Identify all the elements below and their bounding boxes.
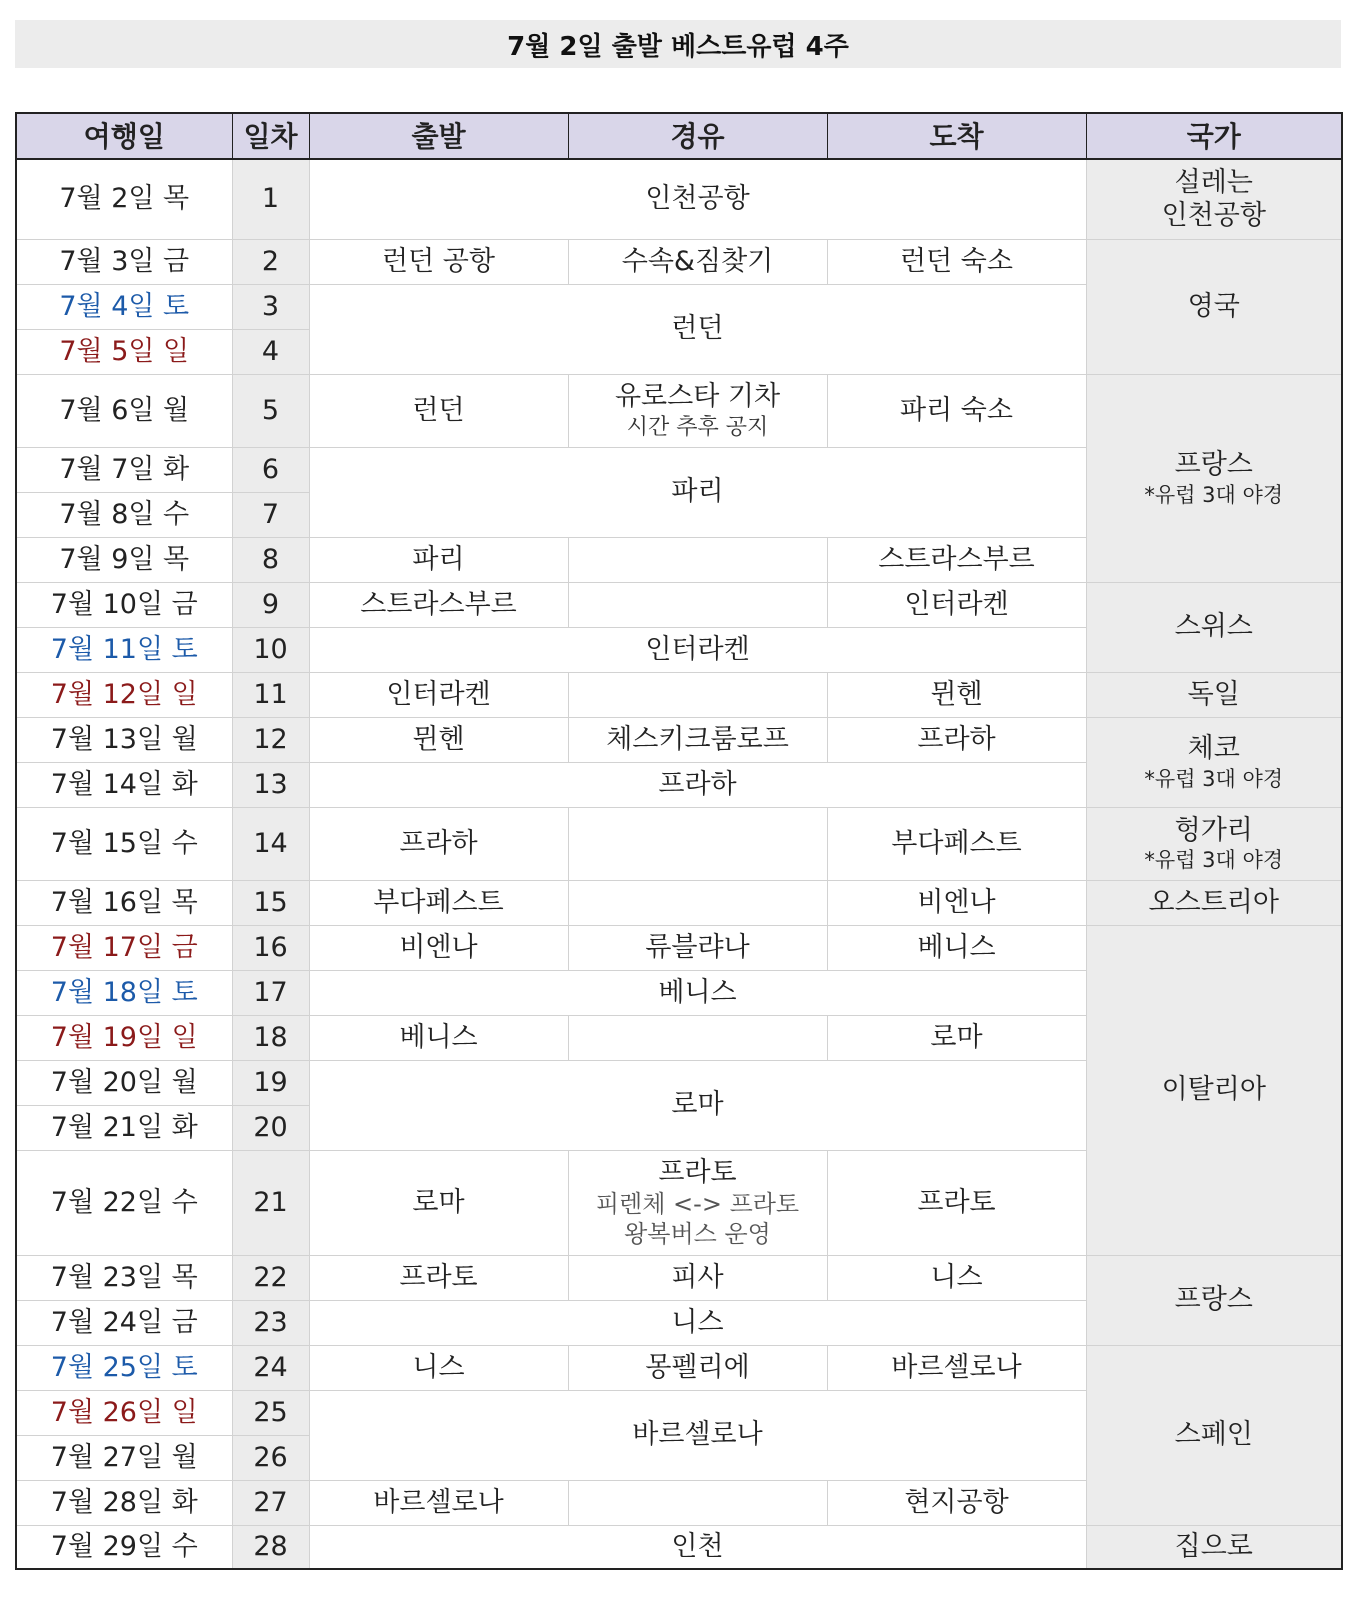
depart-cell: 프라하 bbox=[309, 807, 568, 880]
table-row bbox=[16, 239, 1342, 284]
via-cell: 류블랴나 bbox=[568, 925, 827, 970]
header-date: 여행일 bbox=[16, 113, 232, 159]
day-cell: 13 bbox=[232, 762, 309, 807]
day-cell: 26 bbox=[232, 1435, 309, 1480]
merged-cell: 파리 bbox=[309, 447, 1086, 537]
via-subtext: 피렌체 <-> 프라토 bbox=[595, 1190, 800, 1219]
date-cell: 7월 27일 월 bbox=[16, 1435, 232, 1480]
depart-cell: 니스 bbox=[309, 1345, 568, 1390]
country-cell: 이탈리아 bbox=[1086, 925, 1342, 1255]
date-cell: 7월 9일 목 bbox=[16, 537, 232, 582]
day-cell: 12 bbox=[232, 717, 309, 762]
arrive-cell: 부다페스트 bbox=[827, 807, 1086, 880]
country-cell: 오스트리아 bbox=[1086, 880, 1342, 925]
table-row bbox=[16, 582, 1342, 627]
date-cell: 7월 21일 화 bbox=[16, 1105, 232, 1150]
country-cell: 독일 bbox=[1086, 672, 1342, 717]
depart-cell: 인터라켄 bbox=[309, 672, 568, 717]
via-cell bbox=[568, 582, 827, 627]
country-cell: 집으로 bbox=[1086, 1525, 1342, 1569]
country-cell: 스페인 bbox=[1086, 1345, 1342, 1525]
via-subtext: 시간 추후 공지 bbox=[626, 414, 769, 440]
depart-cell: 부다페스트 bbox=[309, 880, 568, 925]
arrive-cell: 인터라켄 bbox=[827, 582, 1086, 627]
country-cell bbox=[1086, 374, 1342, 582]
arrive-cell: 비엔나 bbox=[827, 880, 1086, 925]
arrive-cell: 로마 bbox=[827, 1015, 1086, 1060]
merged-cell: 런던 bbox=[309, 284, 1086, 374]
arrive-cell: 바르셀로나 bbox=[827, 1345, 1086, 1390]
via-cell bbox=[568, 1150, 827, 1255]
table-row bbox=[16, 807, 1342, 880]
depart-cell: 로마 bbox=[309, 1150, 568, 1255]
date-cell: 7월 19일 일 bbox=[16, 1015, 232, 1060]
country-cell: 스위스 bbox=[1086, 582, 1342, 672]
table-row bbox=[16, 159, 1342, 239]
day-cell: 25 bbox=[232, 1390, 309, 1435]
country-cell: 영국 bbox=[1086, 239, 1342, 374]
via-text: 프라토 bbox=[658, 1156, 737, 1188]
depart-cell: 런던 bbox=[309, 374, 568, 447]
country-note: *유럽 3대 야경 bbox=[1144, 848, 1284, 873]
day-cell: 21 bbox=[232, 1150, 309, 1255]
country-cell bbox=[1086, 159, 1342, 239]
depart-cell: 비엔나 bbox=[309, 925, 568, 970]
date-cell: 7월 29일 수 bbox=[16, 1525, 232, 1569]
date-cell: 7월 7일 화 bbox=[16, 447, 232, 492]
day-cell: 27 bbox=[232, 1480, 309, 1525]
date-cell: 7월 24일 금 bbox=[16, 1300, 232, 1345]
date-cell: 7월 12일 일 bbox=[16, 672, 232, 717]
date-cell: 7월 14일 화 bbox=[16, 762, 232, 807]
merged-cell: 로마 bbox=[309, 1060, 1086, 1150]
header-depart: 출발 bbox=[309, 113, 568, 159]
table-row bbox=[16, 1525, 1342, 1569]
merged-cell: 니스 bbox=[309, 1300, 1086, 1345]
country-cell: 프랑스 bbox=[1086, 1255, 1342, 1345]
day-cell: 22 bbox=[232, 1255, 309, 1300]
date-cell: 7월 15일 수 bbox=[16, 807, 232, 880]
via-cell bbox=[568, 807, 827, 880]
date-cell: 7월 8일 수 bbox=[16, 492, 232, 537]
header-day: 일차 bbox=[232, 113, 309, 159]
day-cell: 19 bbox=[232, 1060, 309, 1105]
date-cell: 7월 28일 화 bbox=[16, 1480, 232, 1525]
via-text: 유로스타 기차 bbox=[614, 380, 781, 412]
arrive-cell: 런던 숙소 bbox=[827, 239, 1086, 284]
depart-cell: 파리 bbox=[309, 537, 568, 582]
day-cell: 16 bbox=[232, 925, 309, 970]
day-cell: 11 bbox=[232, 672, 309, 717]
date-cell: 7월 6일 월 bbox=[16, 374, 232, 447]
via-cell bbox=[568, 880, 827, 925]
depart-cell: 바르셀로나 bbox=[309, 1480, 568, 1525]
country-name: 헝가리 bbox=[1174, 814, 1253, 846]
depart-cell: 스트라스부르 bbox=[309, 582, 568, 627]
country-name-2: 인천공항 bbox=[1161, 200, 1266, 232]
date-cell: 7월 13일 월 bbox=[16, 717, 232, 762]
header-via: 경유 bbox=[568, 113, 827, 159]
arrive-cell: 베니스 bbox=[827, 925, 1086, 970]
via-cell: 체스키크룸로프 bbox=[568, 717, 827, 762]
arrive-cell: 프라하 bbox=[827, 717, 1086, 762]
via-cell bbox=[568, 374, 827, 447]
day-cell: 18 bbox=[232, 1015, 309, 1060]
date-cell: 7월 23일 목 bbox=[16, 1255, 232, 1300]
country-note: *유럽 3대 야경 bbox=[1144, 766, 1284, 791]
arrive-cell: 스트라스부르 bbox=[827, 537, 1086, 582]
day-cell: 6 bbox=[232, 447, 309, 492]
date-cell: 7월 17일 금 bbox=[16, 925, 232, 970]
day-cell: 20 bbox=[232, 1105, 309, 1150]
merged-cell: 인터라켄 bbox=[309, 627, 1086, 672]
arrive-cell: 프라토 bbox=[827, 1150, 1086, 1255]
date-cell: 7월 26일 일 bbox=[16, 1390, 232, 1435]
day-cell: 10 bbox=[232, 627, 309, 672]
country-name: 체코 bbox=[1187, 733, 1240, 764]
country-cell bbox=[1086, 807, 1342, 880]
date-cell: 7월 11일 토 bbox=[16, 627, 232, 672]
table-row bbox=[16, 1345, 1342, 1390]
table-row bbox=[16, 717, 1342, 762]
date-cell: 7월 10일 금 bbox=[16, 582, 232, 627]
merged-cell: 인천 bbox=[309, 1525, 1086, 1569]
merged-cell: 바르셀로나 bbox=[309, 1390, 1086, 1480]
arrive-cell: 니스 bbox=[827, 1255, 1086, 1300]
day-cell: 1 bbox=[232, 159, 309, 239]
arrive-cell: 뮌헨 bbox=[827, 672, 1086, 717]
via-cell: 몽펠리에 bbox=[568, 1345, 827, 1390]
page-title: 7월 2일 출발 베스트유럽 4주 bbox=[15, 20, 1341, 68]
country-name: 프랑스 bbox=[1174, 449, 1253, 480]
day-cell: 23 bbox=[232, 1300, 309, 1345]
table-row bbox=[16, 374, 1342, 447]
via-cell: 수속&짐찾기 bbox=[568, 239, 827, 284]
via-cell bbox=[568, 672, 827, 717]
date-cell: 7월 16일 목 bbox=[16, 880, 232, 925]
date-cell: 7월 3일 금 bbox=[16, 239, 232, 284]
depart-cell: 뮌헨 bbox=[309, 717, 568, 762]
arrive-cell: 현지공항 bbox=[827, 1480, 1086, 1525]
arrive-cell: 파리 숙소 bbox=[827, 374, 1086, 447]
depart-cell: 베니스 bbox=[309, 1015, 568, 1060]
table-row bbox=[16, 672, 1342, 717]
merged-cell: 베니스 bbox=[309, 970, 1086, 1015]
day-cell: 28 bbox=[232, 1525, 309, 1569]
via-subtext: 왕복버스 운영 bbox=[624, 1220, 771, 1249]
via-cell bbox=[568, 1480, 827, 1525]
day-cell: 3 bbox=[232, 284, 309, 329]
date-cell: 7월 20일 월 bbox=[16, 1060, 232, 1105]
day-cell: 9 bbox=[232, 582, 309, 627]
table-row bbox=[16, 925, 1342, 970]
country-name: 설레는 bbox=[1174, 166, 1253, 198]
via-cell: 피사 bbox=[568, 1255, 827, 1300]
depart-cell: 런던 공항 bbox=[309, 239, 568, 284]
date-cell: 7월 22일 수 bbox=[16, 1150, 232, 1255]
country-note: *유럽 3대 야경 bbox=[1144, 482, 1284, 507]
country-cell bbox=[1086, 717, 1342, 807]
date-cell: 7월 2일 목 bbox=[16, 159, 232, 239]
date-cell: 7월 18일 토 bbox=[16, 970, 232, 1015]
header-arrive: 도착 bbox=[827, 113, 1086, 159]
day-cell: 24 bbox=[232, 1345, 309, 1390]
day-cell: 15 bbox=[232, 880, 309, 925]
date-cell: 7월 5일 일 bbox=[16, 329, 232, 374]
merged-cell: 인천공항 bbox=[309, 159, 1086, 239]
table-row bbox=[16, 880, 1342, 925]
merged-cell: 프라하 bbox=[309, 762, 1086, 807]
via-cell bbox=[568, 537, 827, 582]
table-row bbox=[16, 1255, 1342, 1300]
day-cell: 2 bbox=[232, 239, 309, 284]
day-cell: 17 bbox=[232, 970, 309, 1015]
itinerary-table bbox=[15, 112, 1343, 1570]
date-cell: 7월 4일 토 bbox=[16, 284, 232, 329]
via-cell bbox=[568, 1015, 827, 1060]
day-cell: 14 bbox=[232, 807, 309, 880]
day-cell: 4 bbox=[232, 329, 309, 374]
day-cell: 5 bbox=[232, 374, 309, 447]
depart-cell: 프라토 bbox=[309, 1255, 568, 1300]
date-cell: 7월 25일 토 bbox=[16, 1345, 232, 1390]
day-cell: 7 bbox=[232, 492, 309, 537]
header-country: 국가 bbox=[1086, 113, 1342, 159]
header-row bbox=[16, 113, 1342, 159]
day-cell: 8 bbox=[232, 537, 309, 582]
